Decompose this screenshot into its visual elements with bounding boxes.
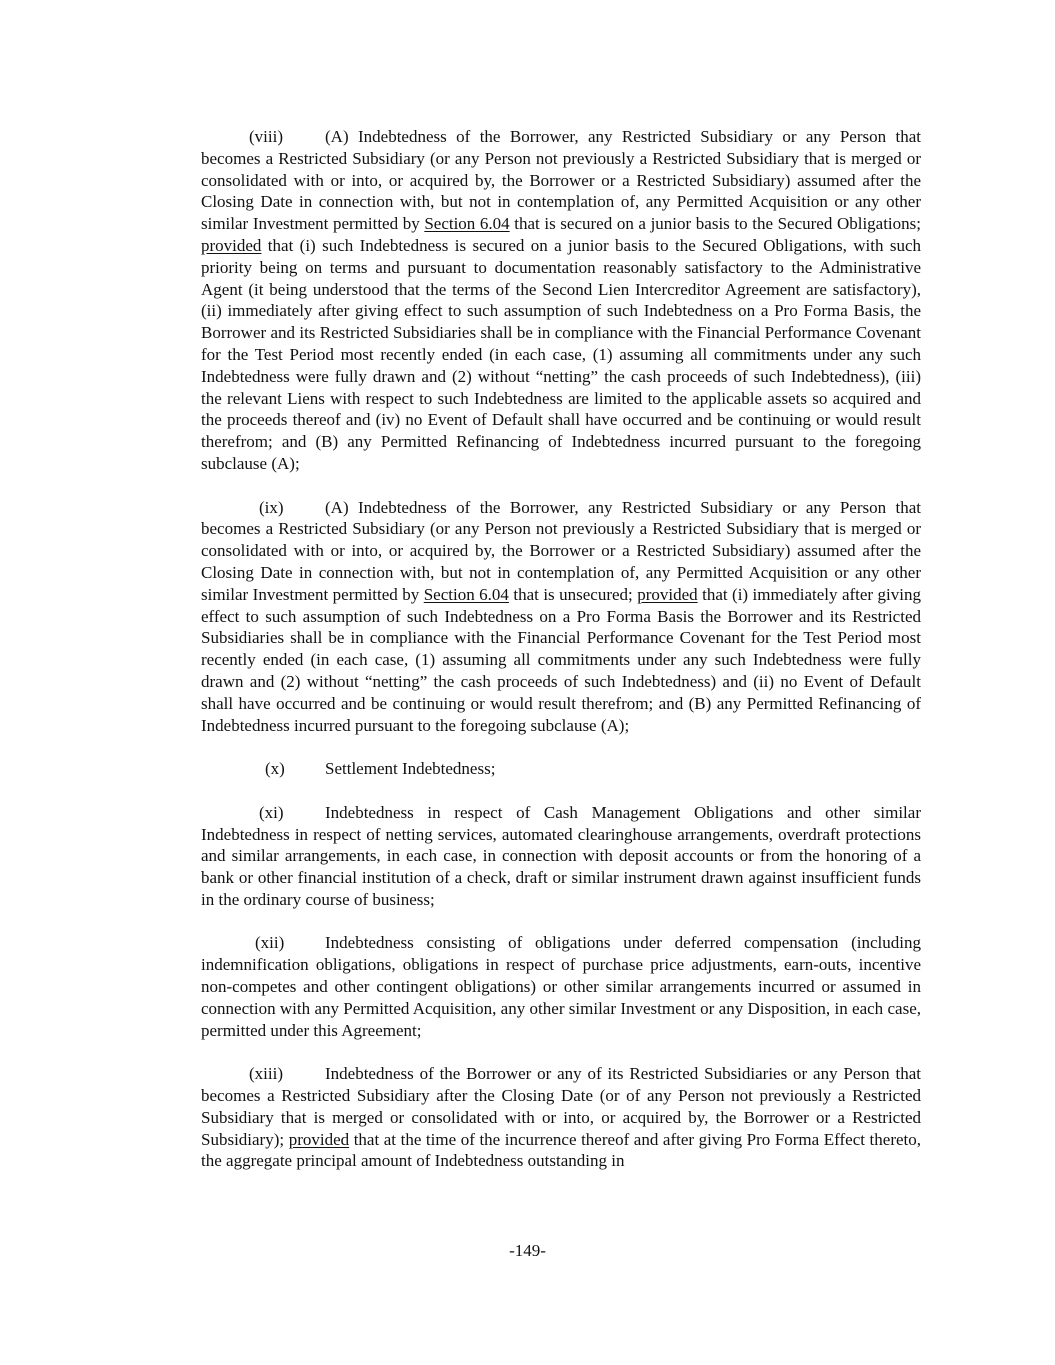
clause-ix xyxy=(201,497,921,737)
clause-number: (xiii) xyxy=(249,1064,283,1084)
clause-text: that is secured on a junior basis to the Secured Obligations; xyxy=(509,214,921,234)
clause-text: Indebtedness of the Borrower or any of its Restricted Subsidiaries or any Person that becomes a Restricted Subsidiary after the Closing Date (or of any Person not previously a Restricted Subsidiary that is merged or consolidated with or into, or acquired by, the Borrower or a Restricted Subsidiary); xyxy=(201,1064,921,1149)
clause-text: that at the time of the incurrence thereof and after giving Pro Forma Effect thereto, the aggregate principal amount of Indebtedness outstanding in xyxy=(201,1129,922,1171)
clause-x xyxy=(201,758,921,780)
clause-number: (x) xyxy=(265,759,285,779)
clause-number: (xi) xyxy=(259,802,284,822)
clause-text: that (i) such Indebtedness is secured on a junior basis to the Secured Obligations, with such priority being on terms and pursuant to documentation reasonably satisfactory to the Administrative Agent (it being understood that the terms of the Second Lien Intercreditor Agreement are satisfactory), (ii) immediately after giving effect to such assumption of such Indebtedness on a Pro Forma Basis, the Borrower and its Restricted Subsidiaries shall be in compliance with the Financial Performance Covenant for the Test Period most recently ended (in each case, (1) assuming all commitments under any such Indebtedness were fully drawn and (2) without “netting” the cash proceeds of such Indebtedness), (iii) the relevant Liens with respect to such Indebtedness are limited to the applicable assets so acquired and the proceeds thereof and (iv) no Event of Default shall have occurred and be continuing or would result therefrom; and (B) any Permitted Refinancing of Indebtedness incurred pursuant to the foregoing subclause (A); xyxy=(201,235,921,473)
section-reference: Section 6.04 xyxy=(423,584,509,604)
clause-text: Indebtedness in respect of Cash Management Obligations and other similar Indebtedness in respect of netting services, automated clearinghouse arrangements, overdraft protections and similar arrangements, in each case, in connection with deposit accounts or from the honoring of a bank or other financial institution of a check, draft or similar instrument drawn against insufficient funds in the ordinary course of business; xyxy=(201,802,921,909)
section-reference: Section 6.04 xyxy=(424,214,510,234)
provided-term: provided xyxy=(201,235,262,255)
page-number: -149- xyxy=(509,1241,546,1260)
clause-text: that is unsecured; xyxy=(508,584,638,604)
clause-xi xyxy=(201,802,921,911)
clause-text: Indebtedness consisting of obligations under deferred compensation (including indemnification obligations, obligations in respect of purchase price adjustments, earn-outs, incentive non-competes and other contingent obligations) or other similar arrangements incurred or assumed in connection with any Permitted Acquisition, any other similar Investment or any Disposition, in each case, permitted under this Agreement; xyxy=(201,933,921,1040)
clause-viii xyxy=(201,126,921,475)
clause-text: Settlement Indebtedness; xyxy=(325,759,496,779)
provided-term: provided xyxy=(288,1129,350,1149)
clause-number: (xii) xyxy=(255,933,285,953)
document-body xyxy=(201,126,921,1194)
clause-number: (viii) xyxy=(249,127,283,146)
clause-text: (A) Indebtedness of the Borrower, any Restricted Subsidiary or any Person that becomes a Restricted Subsidiary (or any Person not previously a Restricted Subsidiary that is merged or consolidated with or into, or acquired by, the Borrower or a Restricted Subsidiary) assumed after the Closing Date in connection with, but not in contemplation of, any Permitted Acquisition or any other similar Investment permitted by xyxy=(201,127,921,234)
clause-number: (ix) xyxy=(259,497,284,517)
provided-term: provided xyxy=(637,584,698,604)
clause-text: (A) Indebtedness of the Borrower, any Restricted Subsidiary or any Person that becomes a Restricted Subsidiary (or any Person not previously a Restricted Subsidiary that is merged or consolidated with or into, or acquired by, the Borrower or a Restricted Subsidiary) assumed after the Closing Date in connection with, but not in contemplation of, any Permitted Acquisition or any other similar Investment permitted by xyxy=(201,497,921,604)
clause-xiii xyxy=(201,1063,921,1172)
clause-xii xyxy=(201,932,921,1041)
clause-text: that (i) immediately after giving effect to such assumption of such Indebtedness on a Pro Forma Basis the Borrower and its Restricted Subsidiaries shall be in compliance with the Financial Performance Covenant for the Test Period most recently ended (in each case, (1) assuming all commitments under any such Indebtedness were fully drawn and (2) without “netting” the cash proceeds of such Indebtedness) and (ii) no Event of Default shall have occurred and be continuing or would result therefrom; and (B) any Permitted Refinancing of Indebtedness incurred pursuant to the foregoing subclause (A); xyxy=(201,584,921,735)
